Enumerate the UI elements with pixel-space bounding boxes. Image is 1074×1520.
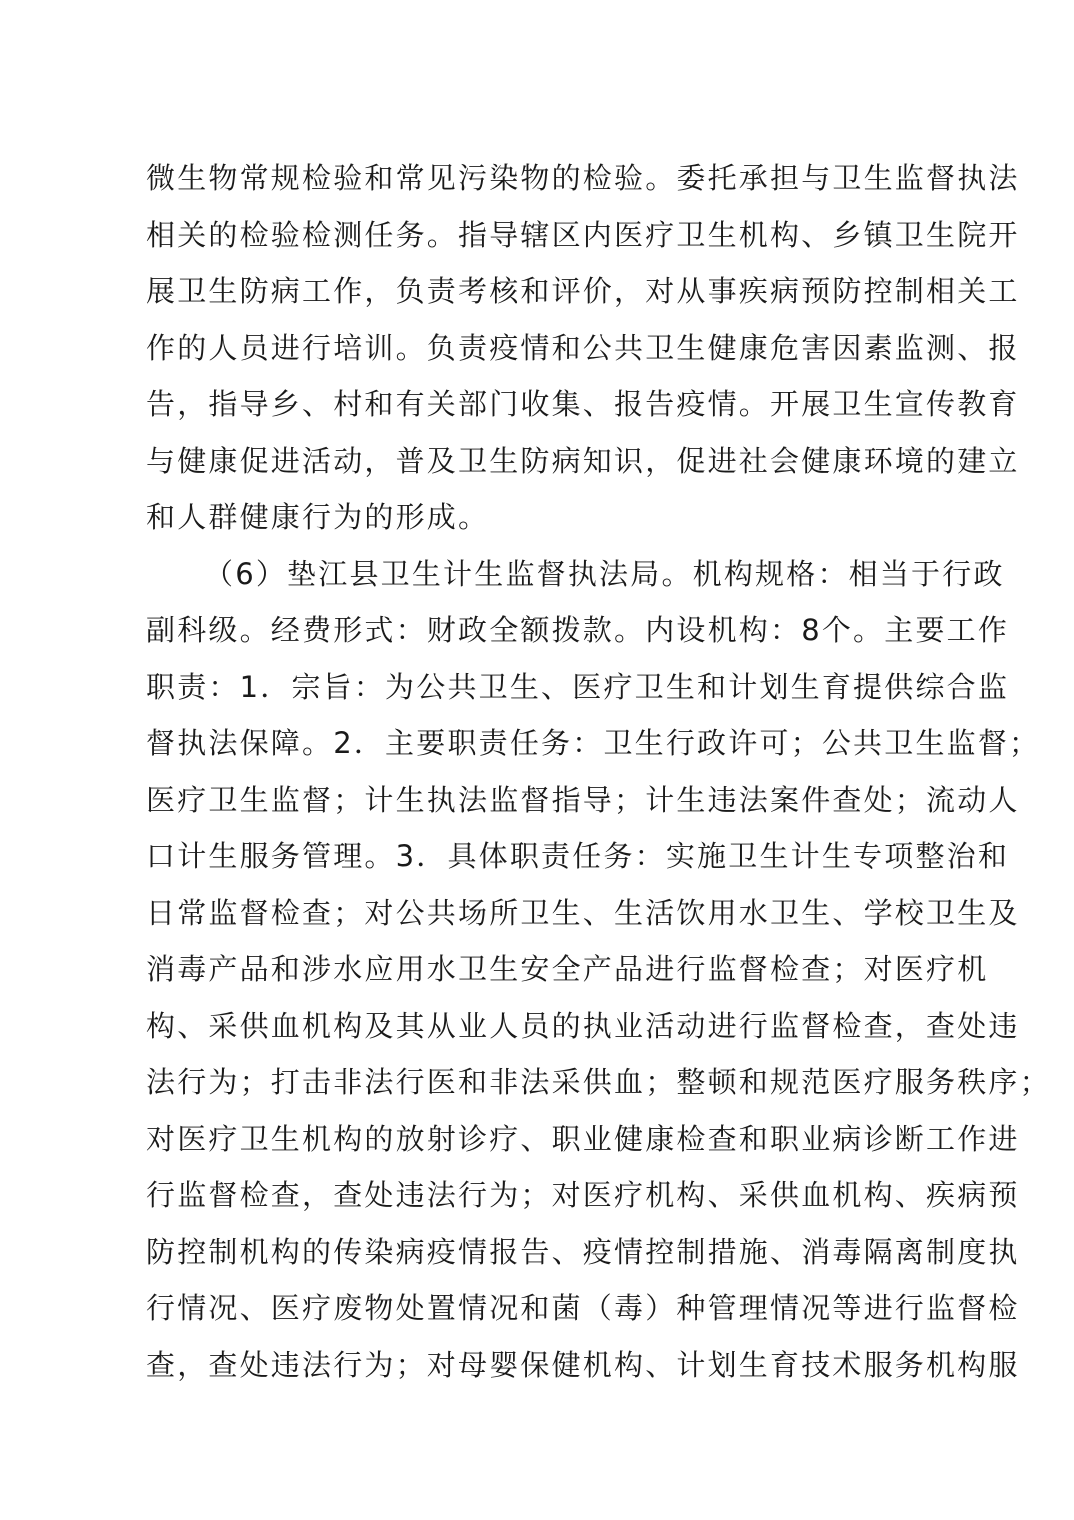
text-line: 副科级。经费形式：财政全额拨款。内设机构：8个。主要工作 (146, 613, 1010, 647)
text-line: 作的人员进行培训。负责疫情和公共卫生健康危害因素监测、报 (146, 330, 1020, 365)
paragraph-6-first-line: （6）垫江县卫生计生监督执法局。机构规格：相当于行政 (204, 556, 1005, 591)
text-line: 行情况、医疗废物处置情况和菌（毒）种管理情况等进行监督检 (146, 1291, 1020, 1325)
text-line: 告，指导乡、村和有关部门收集、报告疫情。开展卫生宣传教育 (146, 387, 1020, 421)
text-line: 法行为；打击非法行医和非法采供血；整顿和规范医疗服务秩序； (146, 1065, 1051, 1099)
text-line: 与健康促进活动，普及卫生防病知识，促进社会健康环境的建立 (146, 443, 1020, 478)
text-line: 展卫生防病工作，负责考核和评价，对从事疾病预防控制相关工 (146, 274, 1020, 308)
text-line: 日常监督检查；对公共场所卫生、生活饮用水卫生、学校卫生及 (146, 895, 1020, 930)
text-line: 防控制机构的传染病疫情报告、疫情控制措施、消毒隔离制度执 (146, 1234, 1020, 1269)
text-line: 督执法保障。2．主要职责任务：卫生行政许可；公共卫生监督； (146, 726, 1041, 760)
text-line: 查，查处违法行为；对母婴保健机构、计划生育技术服务机构服 (146, 1347, 1020, 1382)
text-line: 行监督检查，查处违法行为；对医疗机构、采供血机构、疾病预 (146, 1178, 1020, 1212)
text-line: 构、采供血机构及其从业人员的执业活动进行监督检查，查处违 (146, 1008, 1020, 1043)
text-line: 和人群健康行为的形成。 (146, 500, 490, 534)
text-line: 医疗卫生监督；计生执法监督指导；计生违法案件查处；流动人 (146, 782, 1020, 817)
text-line: 口计生服务管理。3．具体职责任务：实施卫生计生专项整治和 (146, 839, 1010, 873)
text-line: 消毒产品和涉水应用水卫生安全产品进行监督检查；对医疗机 (146, 952, 989, 986)
text-line: 微生物常规检验和常见污染物的检验。委托承担与卫生监督执法 (146, 161, 1020, 195)
text-line: 相关的检验检测任务。指导辖区内医疗卫生机构、乡镇卫生院开 (146, 217, 1020, 252)
text-line: 对医疗卫生机构的放射诊疗、职业健康检查和职业病诊断工作进 (146, 1121, 1020, 1156)
text-line: 职责：1．宗旨：为公共卫生、医疗卫生和计划生育提供综合监 (146, 669, 1010, 704)
body-text (146, 150, 1051, 1393)
